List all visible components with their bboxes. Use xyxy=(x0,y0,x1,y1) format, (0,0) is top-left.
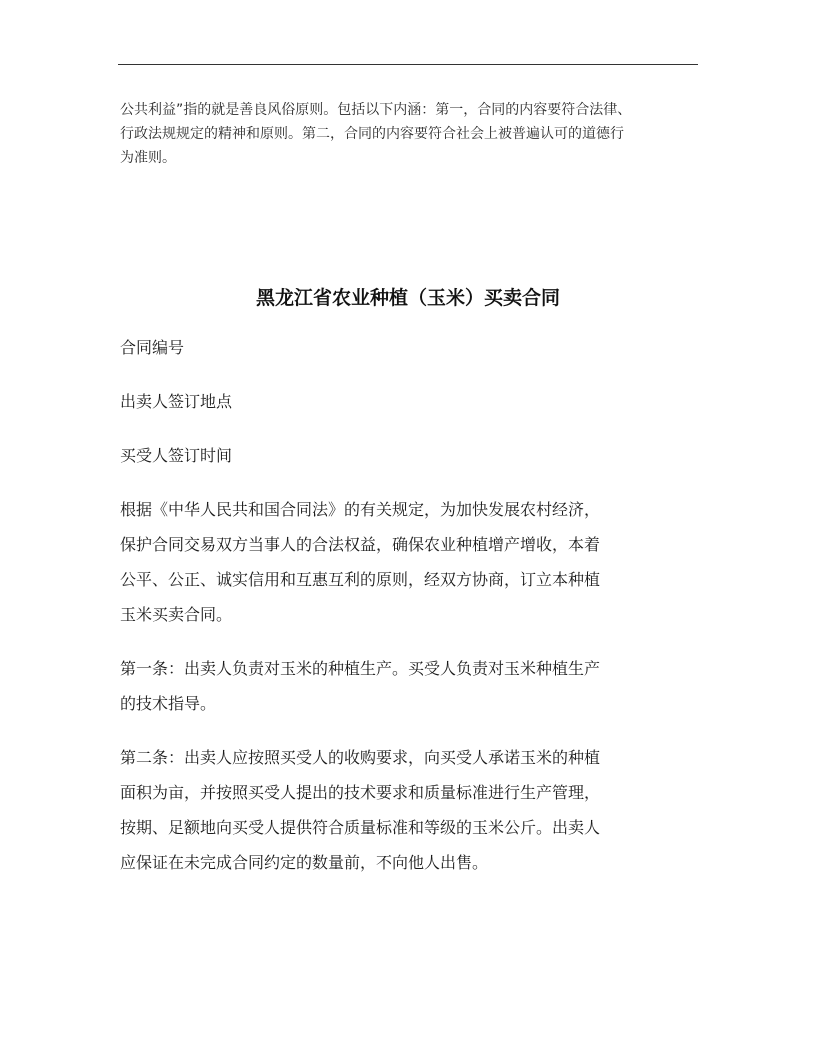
preamble-line: 公平、公正、诚实信用和互惠互利的原则，经双方协商，订立本种植 xyxy=(120,570,601,589)
article-2-paragraph xyxy=(120,740,710,880)
article-1-paragraph xyxy=(120,651,710,721)
article-2-line: 按期、足额地向买受人提供符合质量标准和等级的玉米公斤。出卖人 xyxy=(120,818,601,837)
intro-line: 公共利益”指的就是善良风俗原则。包括以下内涵：第一，合同的内容要符合法律、 xyxy=(120,102,632,118)
preamble-line: 玉米买卖合同。 xyxy=(120,605,233,624)
field-label: 出卖人签订地点 xyxy=(120,392,233,411)
preamble-line: 根据《中华人民共和国合同法》的有关规定，为加快发展农村经济， xyxy=(120,500,601,519)
header-rule xyxy=(118,64,698,65)
article-1-line: 的技术指导。 xyxy=(120,694,217,713)
article-1-line: 第一条：出卖人负责对玉米的种植生产。买受人负责对玉米种植生产 xyxy=(120,659,601,678)
article-2-line: 应保证在未完成合同约定的数量前，不向他人出售。 xyxy=(120,853,489,872)
intro-line: 为准则。 xyxy=(120,150,176,166)
intro-line: 行政法规规定的精神和原则。第二，合同的内容要符合社会上被普遍认可的道德行 xyxy=(120,126,624,142)
document-title: 黑龙江省农业种植（玉米）买卖合同 xyxy=(255,287,560,309)
field-seller-place xyxy=(120,384,710,419)
preamble-paragraph xyxy=(120,492,710,632)
contract-body xyxy=(120,330,710,899)
field-buyer-time xyxy=(120,438,710,473)
field-label: 买受人签订时间 xyxy=(120,446,233,465)
field-label: 合同编号 xyxy=(120,338,185,357)
field-contract-no xyxy=(120,330,710,365)
article-2-line: 面积为亩，并按照买受人提出的技术要求和质量标准进行生产管理， xyxy=(120,783,601,802)
article-2-line: 第二条：出卖人应按照买受人的收购要求，向买受人承诺玉米的种植 xyxy=(120,748,601,767)
preamble-line: 保护合同交易双方当事人的合法权益，确保农业种植增产增收，本着 xyxy=(120,535,601,554)
intro-paragraph xyxy=(120,98,705,170)
